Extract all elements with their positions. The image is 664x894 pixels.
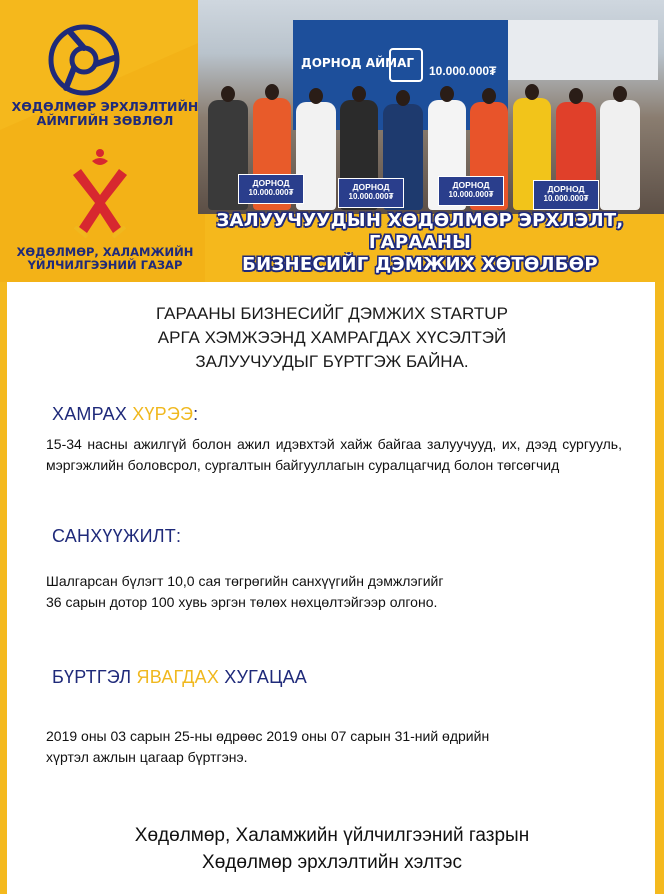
person-head — [440, 86, 454, 102]
logo1-line-1: ХӨДӨЛМӨР ЭРХЛЭЛТИЙН — [11, 99, 199, 114]
welfare-office-logo-icon — [65, 145, 135, 240]
prize-sign — [238, 174, 304, 204]
prize-sign-title: ДОРНОД — [547, 184, 585, 194]
group-photo — [198, 0, 664, 214]
eligibility-heading-colon: : — [193, 404, 199, 424]
person-head — [221, 86, 235, 102]
announcement-intro — [40, 302, 624, 374]
slogan-line-1: ЗАЛУУЧУУДЫН ХӨДӨЛМӨР ЭРХЛЭЛТ, ГАРААНЫ — [216, 210, 624, 253]
registration-heading-part3: ХУГАЦАА — [224, 667, 308, 687]
logo1-line-2: АЙМГИЙН ЗӨВЛӨЛ — [36, 113, 174, 128]
eligibility-heading-part2: ХҮРЭЭ — [132, 404, 194, 424]
person — [600, 100, 640, 210]
registration-period-heading — [52, 667, 307, 688]
header-banner — [0, 0, 664, 282]
funding-line-1: Шалгарсан бүлэгт 10,0 сая төгрөгийн санхүүгийн дэмжлэгийг — [46, 573, 444, 589]
logo2-line-2: ҮЙЛЧИЛГЭЭНИЙ ГАЗАР — [27, 258, 183, 272]
logos-panel — [0, 0, 205, 282]
left-border — [0, 282, 7, 894]
prize-sign — [533, 180, 599, 210]
prize-sign — [438, 176, 504, 206]
person-head — [482, 88, 496, 104]
footer-organization-line-1: Хөдөлмөр, Халамжийн үйлчилгээний газрын — [134, 825, 530, 846]
registration-period-text — [46, 726, 622, 768]
person-head — [396, 90, 410, 106]
registration-line-2: хүртэл ажлын цагаар бүртгэнэ. — [46, 749, 248, 765]
person-head — [525, 84, 539, 100]
prize-sign-amount: 10.000.000₮ — [448, 190, 494, 199]
eligibility-heading-part1: ХАМРАХ — [52, 404, 128, 424]
program-slogan — [176, 210, 664, 276]
intro-line-1: ГАРААНЫ БИЗНЕСИЙГ ДЭМЖИХ STARTUP — [156, 304, 508, 323]
prize-sign-title: ДОРНОД — [452, 180, 490, 190]
person-head — [309, 88, 323, 104]
intro-line-2: АРГА ХЭМЖЭЭНД ХАМРАГДАХ ХҮСЭЛТЭЙ — [157, 328, 507, 347]
right-border — [655, 282, 664, 894]
registration-heading-part2: ЯВАГДАХ — [136, 667, 220, 687]
person-head — [569, 88, 583, 104]
prize-sign — [338, 178, 404, 208]
welfare-office-name — [10, 246, 200, 272]
person-head — [265, 84, 279, 100]
eligibility-text: 15-34 насны ажилгүй болон ажил идэвхтэй хайж байгаа залуучууд, их, дээд сургууль, мэргэжлийн боловсрол, сургалтын байгууллагын суралцагчид болон төгсөгчид — [46, 436, 622, 473]
person-head — [613, 86, 627, 102]
event-banner-title: ДОРНОД АЙМАГ — [301, 56, 414, 70]
footer-organization-line-2: Хөдөлмөр эрхлэлтийн хэлтэс — [202, 852, 462, 873]
crowd — [198, 70, 664, 214]
funding-line-2: 36 сарын дотор 100 хувь эргэн төлөх нөхцөлтэйгээр олгоно. — [46, 594, 438, 610]
prize-sign-title: ДОРНОД — [252, 178, 290, 188]
employment-council-name — [10, 100, 200, 128]
slogan-line-2: БИЗНЕСИЙГ ДЭМЖИХ ХӨТӨЛБӨР — [242, 254, 598, 275]
funding-heading-text: САНХҮҮЖИЛТ: — [52, 526, 182, 546]
prize-sign-amount: 10.000.000₮ — [543, 194, 589, 203]
logo2-line-1: ХӨДӨЛМӨР, ХАЛАМЖИЙН — [16, 245, 194, 259]
registration-line-1: 2019 оны 03 сарын 25-ны өдрөөс 2019 оны 07 сарын 31-ний өдрийн — [46, 728, 490, 744]
event-banner-amount: 10.000.000₮ — [429, 64, 497, 78]
prize-sign-amount: 10.000.000₮ — [348, 192, 394, 201]
person-head — [352, 86, 366, 102]
registration-heading-part1: БҮРТГЭЛ — [52, 667, 132, 687]
prize-sign-title: ДОРНОД — [352, 182, 390, 192]
intro-line-3: ЗАЛУУЧУУДЫГ БҮРТГЭЖ БАЙНА. — [195, 352, 469, 371]
funding-text — [46, 571, 622, 613]
funding-heading — [52, 526, 181, 547]
employment-council-logo-icon — [48, 24, 120, 96]
prize-sign-amount: 10.000.000₮ — [248, 188, 294, 197]
eligibility-heading — [52, 404, 198, 425]
